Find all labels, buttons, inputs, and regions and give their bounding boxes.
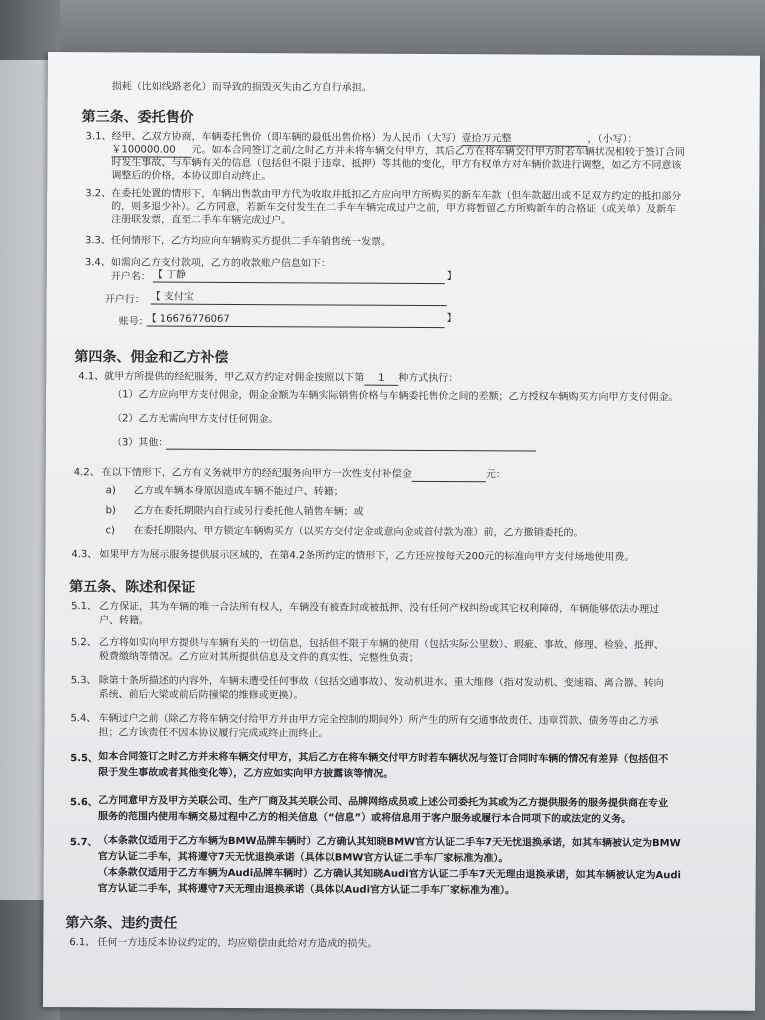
account-name-bracket-close: 】 <box>446 271 457 283</box>
section-5-title: 第五条、陈述和保证 <box>69 579 196 596</box>
clause-5-2-number: 5.2、 <box>70 637 97 649</box>
commission-other-field <box>166 449 536 452</box>
clause-5-7-line-3: （本条款仅适用于乙方车辆为Audi品牌车辆时）乙方确认其知晓Audi官方认证二手车7天无理由退换承诺，如其车辆被认定为Audi <box>97 867 682 882</box>
compensation-amount-field <box>412 468 486 482</box>
clause-5-7-line-4: 官方认证二手车，其将遵守7天无理由退换承诺（具体以Audi官方认证二手车厂家标准为准）。 <box>97 883 516 897</box>
account-name-row <box>111 270 151 283</box>
clause-3-2-number: 3.2、 <box>85 188 112 200</box>
clause-5-5-line-1: 如本合同签订之时乙方并未将车辆交付甲方，其后乙方在将车辆交付甲方时若车辆状况与签订合同时车辆的情况有差异（包括但不 <box>98 751 669 766</box>
intro-line: 损耗（比如线路老化）而导致的损毁灭失由乙方自行承担。 <box>111 81 372 94</box>
account-name-field: 【 丁静 <box>153 269 445 285</box>
price-lower-field: ￥100000.00 <box>111 143 191 157</box>
clause-3-4-text: 如需向乙方支付款项，乙方的收款账户信息如下： <box>110 257 331 270</box>
section-4-title: 第四条、佣金和乙方补偿 <box>74 349 229 366</box>
clause-5-7-number: 5.7、 <box>69 837 98 849</box>
account-number-bracket-close: 】 <box>446 313 457 325</box>
clause-5-4-line-2: 担；乙方该责任不因本协议履行完成或终止而终止。 <box>98 727 329 740</box>
clause-5-1-line-2: 户、转籍。 <box>98 615 150 627</box>
clause-4-1-text: 就甲方所提供的经纪服务，甲乙双方约定对佣金按照以下第 1 种方式执行： <box>104 371 459 385</box>
clause-4-3-text: 如果甲方为展示服务提供展示区域的，在第4.2条所约定的情形下，乙方还应按每天200元的标准向甲方支付场地使用费。 <box>99 549 635 564</box>
clause-4-2-b-label: b) <box>105 505 116 517</box>
clause-4-2-text: 在以下情形下，乙方有义务就甲方的经纪服务向甲方一次性支付补偿金 元： <box>101 467 506 481</box>
clause-3-3-number: 3.3、 <box>84 235 111 247</box>
clause-5-4-number: 5.4、 <box>70 713 97 725</box>
clause-5-5-line-2: 限于发生事故或者其他变化等），乙方应如实向甲方披露该等情况。 <box>98 767 394 780</box>
clause-3-2-line-2: 的，则多退少补）。乙方同意，若新车交付发生在二手车车辆完成过户之前，甲方将暂留乙方所购新车的合格证（或关单）及新车 <box>111 201 677 216</box>
clause-4-2-a-label: a) <box>105 485 116 497</box>
clause-5-6-line-1: 乙方同意甲方及甲方关联公司、生产厂商及其关联公司、品牌网络成员或上述公司委托为其或为乙方提供服务的服务提供商在专业 <box>98 795 669 810</box>
clause-6-1-text: 任何一方违反本协议约定的，均应赔偿由此给对方造成的损失。 <box>97 937 378 950</box>
clause-3-2-line-3: 注册联发票，直至二手车车辆完成过户。 <box>111 214 292 227</box>
clause-5-3-line-1: 除第十条所描述的内容外，车辆未遭受任何事故（包括交通事故）、发动机进水、重大维修（指对发动机、变速箱、离合器、转向 <box>98 675 664 690</box>
clause-5-7-line-1: （本条款仅适用于乙方车辆为BMW品牌车辆时）乙方确认其知晓BMW官方认证二手车7天无忧退换承诺，如其车辆被认定为BMW <box>97 835 681 850</box>
contract-page <box>43 52 760 1011</box>
account-name-label: 开户名： <box>110 271 151 283</box>
account-bank-field: 【 支付宝 <box>151 291 447 307</box>
clause-3-1-text: 经甲、乙双方协商，车辆委托售价（即车辆的最低出售价格）为人民币（大写）壹拾万元整 ，（小写）： <box>111 131 638 146</box>
section-6-title: 第六条、违约责任 <box>65 915 178 932</box>
clause-5-6-number: 5.6、 <box>70 797 98 809</box>
clause-3-1-line-2: ￥100000.00 元。如本合同签订之前/之时乙方并未将车辆交付甲方，其后乙方在将车辆交付甲方时若车辆状况相较于签订合同 <box>111 144 685 159</box>
account-bank-label: 开户行： <box>104 294 145 306</box>
clause-4-1-number: 4.1、 <box>78 371 105 383</box>
price-upper-field: 壹拾万元整 <box>462 132 588 147</box>
clause-5-2-line-1: 乙方将如实向甲方提供与车辆有关的一切信息，包括但不限于车辆的使用（包括实际公里数）、瑕疵、事故、修理、检验、抵押、 <box>98 637 664 652</box>
clause-3-3-text: 任何情形下，乙方均应向车辆购买方提供二手车销售统一发票。 <box>110 235 392 248</box>
clause-5-6-line-2: 服务的范围内使用车辆交易过程中乙方的相关信息（“信息”）或将信息用于客户服务或履行本合同项下的或法定的义务。 <box>97 811 632 826</box>
clause-3-4-number: 3.4、 <box>84 257 111 269</box>
clause-5-1-number: 5.1、 <box>71 601 98 613</box>
account-bank-value: 支付宝 <box>163 291 194 303</box>
clause-5-3-line-2: 系统、前后大梁或前后防撞梁的维修或更换）。 <box>98 689 304 702</box>
account-number-label: 账号： <box>118 316 149 328</box>
clause-3-1-line-3: 时发生事故、与车辆有关的信息（包括但不限于违章、抵押）等其他的变化，甲方有权单方对车辆价款进行调整，如乙方不同意该 <box>111 157 682 172</box>
commission-option-1: （1）乙方应向甲方支付佣金，佣金金额为车辆实际销售价格与车辆委托售价之间的差额；乙方授权车辆购买方向甲方支付佣金。 <box>112 389 679 404</box>
clause-5-1-line-1: 乙方保证，其为车辆的唯一合法所有权人，车辆没有被查封或被抵押、没有任何产权纠纷或其它权利障碍，车辆能够依法办理过 <box>99 601 660 616</box>
account-name-value: 丁静 <box>165 269 187 281</box>
clause-5-2-line-2: 税费缴纳等情况。乙方应对其所提供信息及文件的真实性、完整性负责； <box>98 651 419 664</box>
clause-4-2-number: 4.2、 <box>73 467 100 479</box>
commission-option-2: （2）乙方无需向甲方支付任何佣金。 <box>112 413 279 426</box>
account-number-value: 16676776067 <box>159 313 230 325</box>
clause-4-2-a-text: 乙方或车辆本身原因造成车辆不能过户、转籍； <box>133 485 344 498</box>
clause-4-3-number: 4.3、 <box>71 549 98 561</box>
clause-3-1-line-4: 调整后的价格，本协议即自动终止。 <box>111 170 272 183</box>
background-top <box>0 0 765 60</box>
clause-3-2-line-1: 在委托处置的情形下，车辆出售款由甲方代为收取并抵扣乙方应向甲方所购买的新车车款（但车款超出或不足双方约定的抵扣部分 <box>111 188 682 203</box>
commission-option-3: （3）其他： <box>111 437 169 449</box>
clause-5-3-number: 5.3、 <box>70 675 97 687</box>
clause-4-2-c-label: c) <box>105 525 115 537</box>
clause-3-1-number: 3.1、 <box>85 131 112 143</box>
clause-4-2-b-text: 乙方在委托期限内自行或另行委托他人销售车辆；或 <box>133 505 364 518</box>
commission-option-field: 1 <box>364 372 398 386</box>
clause-4-2-c-text: 在委托期限内、甲方锁定车辆购买方（以买方交付定金或意向金或首付款为准）前，乙方撤销委托的。 <box>133 525 584 539</box>
account-number-field: 【 16676776067 <box>147 313 445 329</box>
clause-5-5-number: 5.5、 <box>70 753 99 765</box>
clause-5-4-line-1: 车辆过户之前（除乙方将车辆交付给甲方并由甲方完全控制的期间外）所产生的所有交通事故责任、违章罚款、债务等由乙方承 <box>98 713 659 728</box>
clause-6-1-number: 6.1、 <box>69 937 96 949</box>
clause-5-7-line-2: 官方认证二手车，其将遵守7天无忧退换承诺（具体以BMW官方认证二手车厂家标准为准）。 <box>97 851 509 865</box>
section-3-title: 第三条、委托售价 <box>81 109 194 126</box>
